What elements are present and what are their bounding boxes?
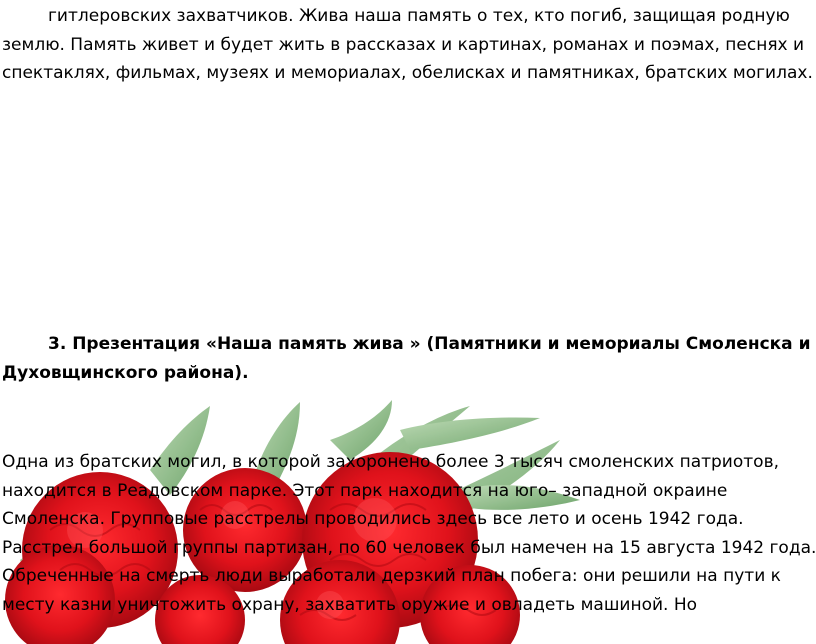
text-line: Смоленска. Групповые расстрелы проводились здесь все лето и осень 1942 года. — [2, 509, 744, 529]
text-line: месту казни уничтожить охрану, захватить оружие и овладеть машиной. Но — [2, 594, 698, 615]
text-line: Расстрел большой группы партизан, по 60 человек был намечен на 15 августа 1942 года. — [2, 537, 816, 558]
text-line: Одна из братских могил, в которой захоронено более 3 тысяч смоленских патриотов, — [2, 452, 779, 472]
body-paragraph — [2, 448, 816, 619]
text-line: гитлеровских захватчиков. Жива наша память о тех, кто погиб, защищая родную — [48, 6, 790, 26]
section-heading — [2, 330, 812, 388]
heading-line: 3. Презентация «Наша память жива » (Памятники и мемориалы Смоленска и — [48, 334, 811, 354]
heading-line: Духовщинского района). — [2, 363, 249, 383]
text-line: землю. Память живет и будет жить в рассказах и картинах, романах и поэмах, песнях и — [2, 34, 805, 55]
text-line: Обреченные на смерть люди выработали дерзкий план побега: они решили на пути к — [2, 566, 781, 586]
text-line: спектаклях, фильмах, музеях и мемориалах, обелисках и памятниках, братских могилах. — [2, 63, 813, 83]
intro-paragraph — [2, 2, 812, 88]
text-line: находится в Реадовском парке. Этот парк находится на юго– западной окраине — [2, 480, 728, 501]
